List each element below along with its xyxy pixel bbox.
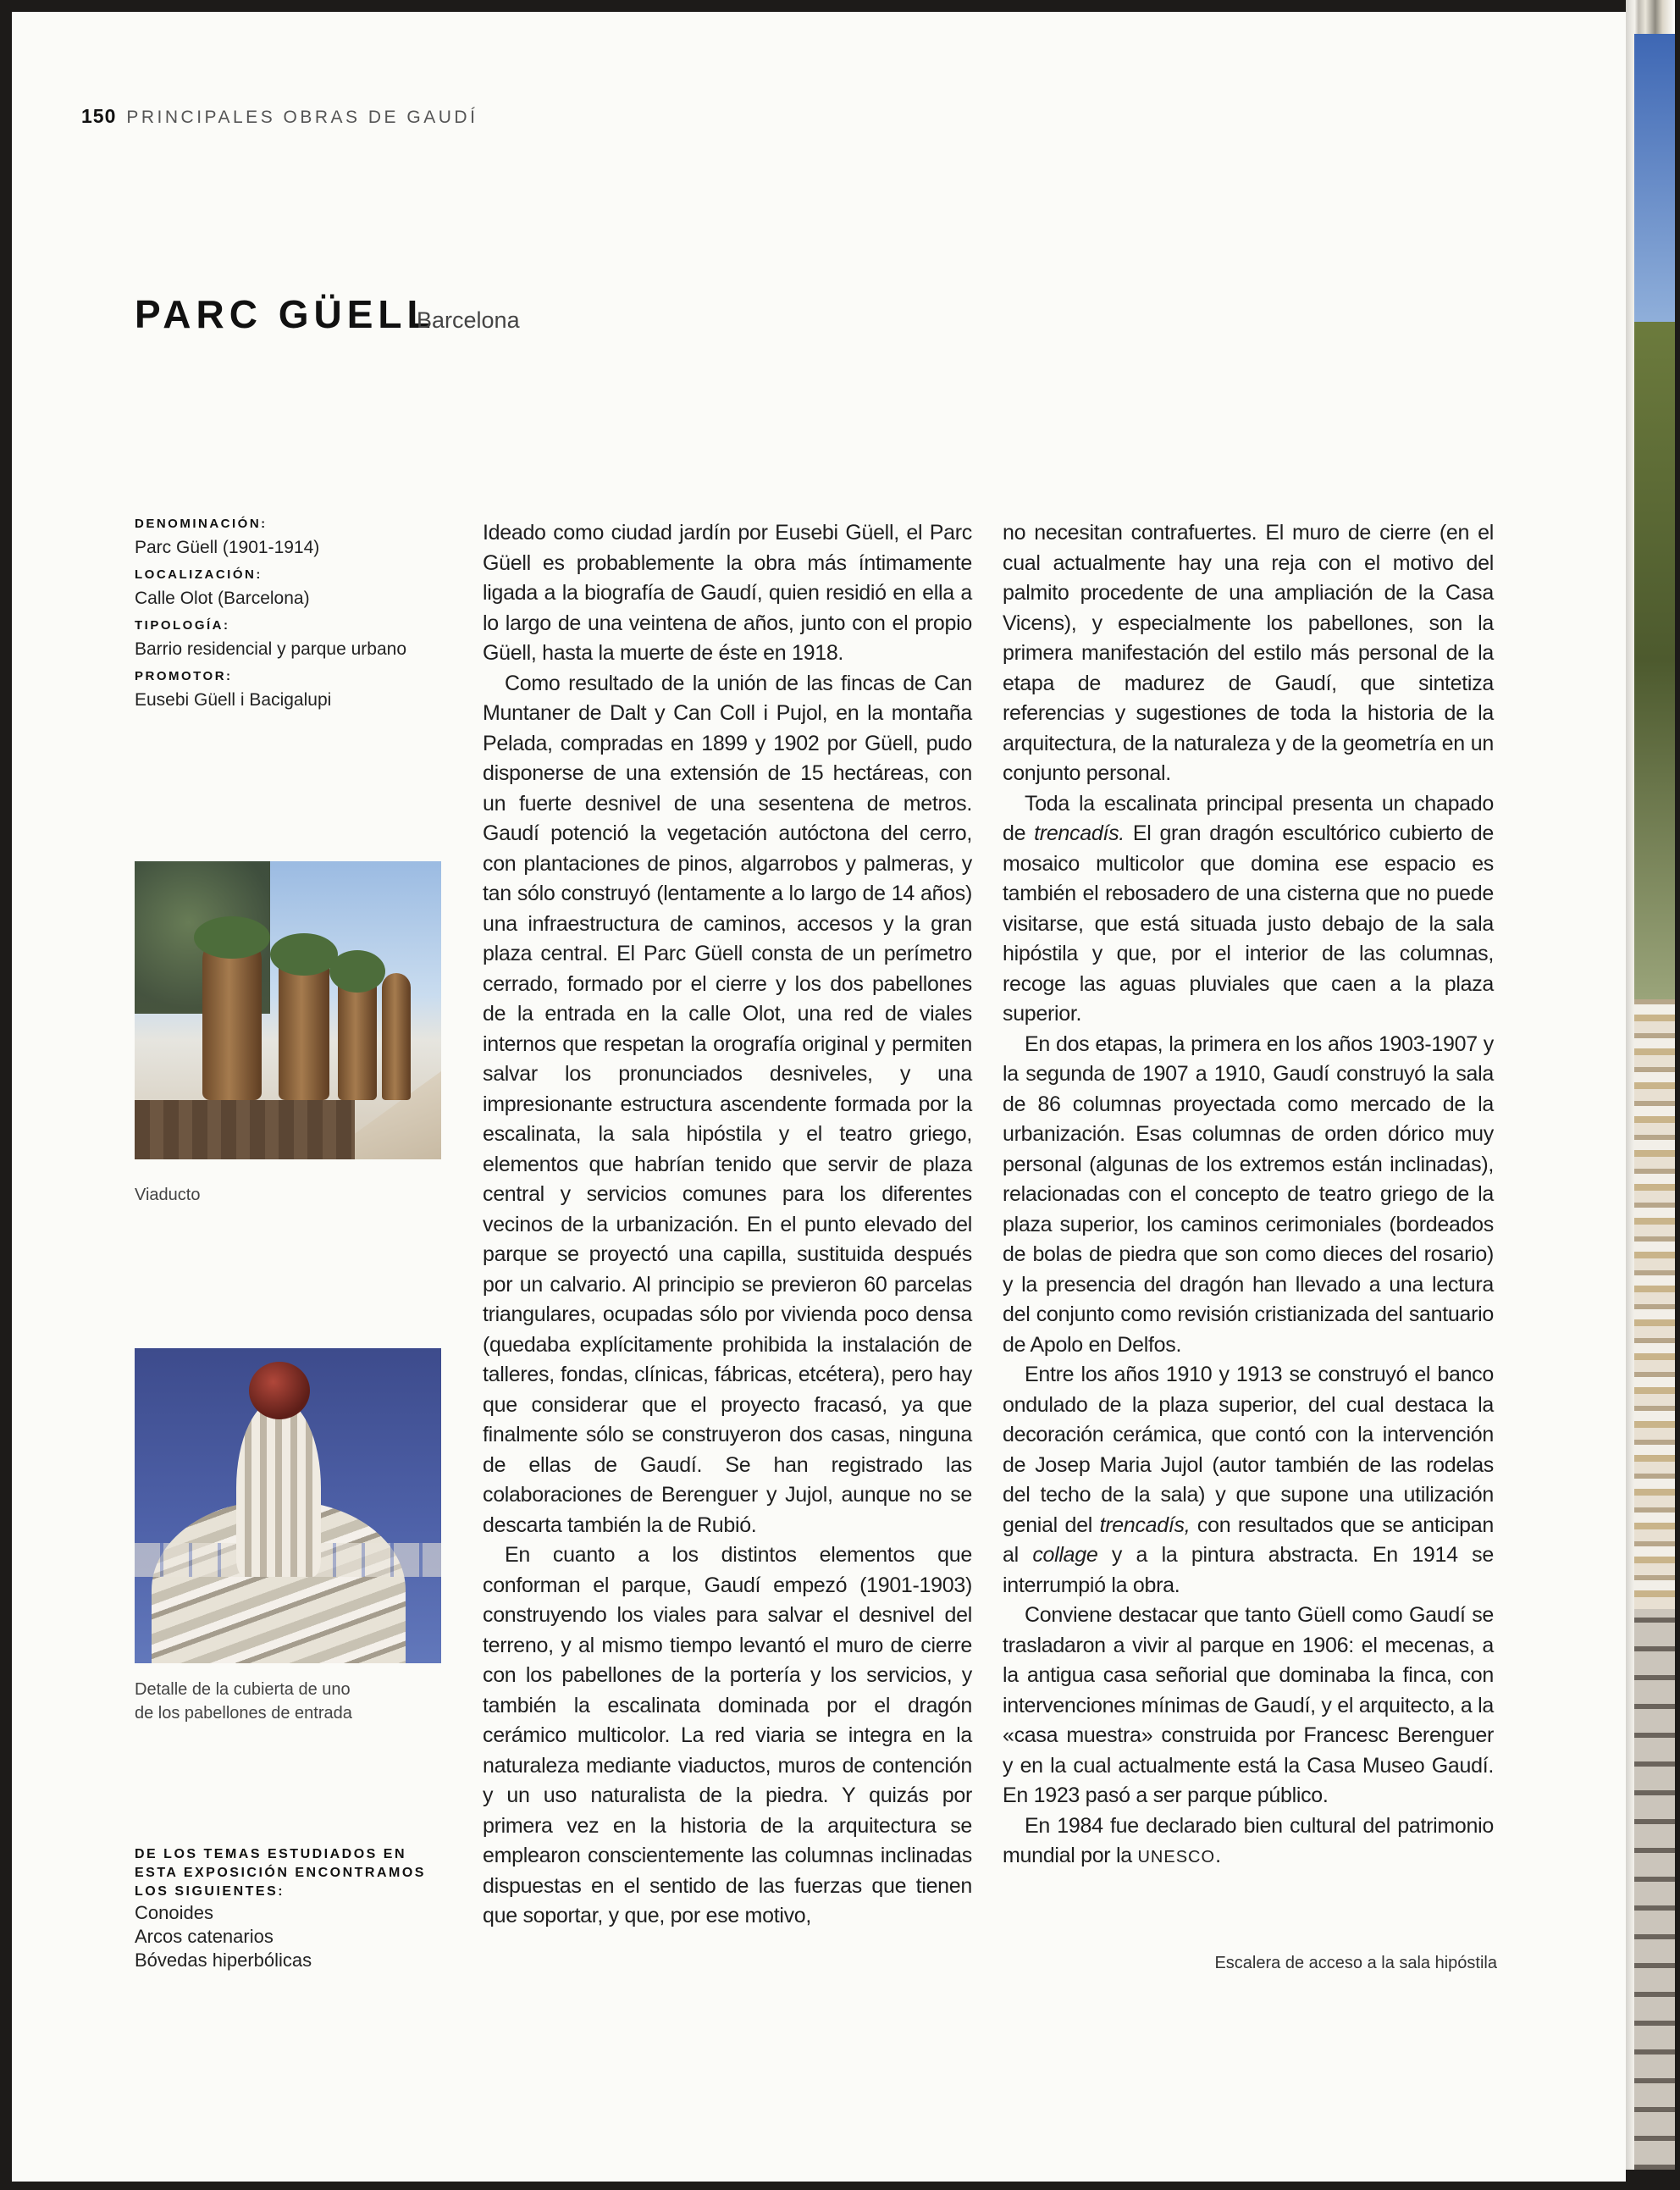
body-column-1 — [483, 518, 972, 1932]
palm-top — [194, 916, 270, 959]
facing-page-photo-edge — [1626, 0, 1675, 2170]
themes-label: LOS SIGUIENTES: — [135, 1884, 285, 1899]
body-column-2 — [1003, 518, 1494, 1873]
body-paragraph: Ideado como ciudad jardín por Eusebi Güell, el Parc Güell es probablemente la obra más íntimamente ligada a la biografía de Gaudí, quien residió en ella a lo largo de una veintena de años, junto con el propio Güell, hasta la muerte de éste en 1918. — [483, 521, 972, 665]
mosaic-wall — [1634, 999, 1675, 1609]
photo-caption — [135, 1678, 352, 1725]
mosaic-spire — [236, 1399, 321, 1577]
fact-box — [135, 517, 456, 711]
stone-column — [382, 973, 411, 1100]
themes-label: ESTA EXPOSICIÓN ENCONTRAMOS — [135, 1866, 426, 1880]
palm-top — [329, 950, 385, 993]
fact-value: Eusebi Güell i Bacigalupi — [135, 690, 332, 710]
body-paragraph: Conviene destacar que tanto Güell como Gaudí se trasladaron a vivir al parque en 1906: el mecenas, a la antigua casa señorial que dominaba la finca, con intervenciones mínimas de Gaudí, y el arquitecto, a la «casa muestra» construida por Francesc Berenguer y en la cual actualmente está la Casa Museo Gaudí. En 1923 pasó a ser parque público. — [1003, 1603, 1494, 1807]
theme-item: Bóvedas hiperbólicas — [135, 1949, 312, 1971]
body-paragraph: Toda la escalinata principal presenta un chapado de trencadís. El gran dragón escultórico cubierto de mosaico multicolor que domina ese espacio es también el rebosadero de una cisterna que no puede visitarse, que está situada justo debajo de la sala hipóstila y que, por el interior de las columnas, recoge las aguas pluviales que caen a la plaza superior. — [1003, 791, 1495, 1026]
body-paragraph: Entre los años 1910 y 1913 se construyó el banco ondulado de la plaza superior, del cual destaca la decoración cerámica, que contó con la intervención de Josep Maria Jujol (autor también de las rodelas del techo de la sala) y que supone una utilización genial del trencadís, con resultados que se anticipan al collage y a la pintura abstracta. En 1914 se interrumpió la obra. — [1003, 1363, 1494, 1597]
palm-top — [270, 933, 338, 976]
running-header — [81, 105, 478, 128]
theme-item: Conoides — [135, 1902, 213, 1923]
theme-item: Arcos catenarios — [135, 1926, 274, 1947]
fact-label: PROMOTOR: — [135, 669, 233, 683]
article-title: PARC GÜELL — [135, 292, 436, 336]
caption-line: Detalle de la cubierta de uno — [135, 1680, 351, 1699]
stairs — [1634, 1609, 1675, 2170]
themes-box — [135, 1845, 473, 1972]
spire-finial — [249, 1362, 310, 1419]
fact-label: TIPOLOGÍA: — [135, 618, 230, 633]
facing-photo-caption: Escalera de acceso a la sala hipóstila — [1214, 1954, 1497, 1972]
section-title: PRINCIPALES OBRAS DE GAUDÍ — [126, 108, 478, 127]
stone-wall — [135, 1100, 355, 1159]
body-paragraph: En dos etapas, la primera en los años 1903-1907 y la segunda de 1907 a 1910, Gaudí construyó la sala de 86 columnas proyectada como mercado de la urbanización. Esas columnas de orden dórico muy personal (algunas de los extremos están inclinadas), relacionadas con el concepto de teatro griego de la plaza superior, los caminos cerimoniales (bordeados de bolas de piedra que son como dieces del rosario) y la presencia del dragón han llevado a una lectura del conjunto como revisión cristianizada del santuario de Apolo en Delfos. — [1003, 1031, 1494, 1357]
body-paragraph: En cuanto a los distintos elementos que conforman el parque, Gaudí empezó (1901-1903) construyendo los viales para salvar el desnivel del terreno, y al mismo tiempo levantó el muro de cierre con los pabellones de la portería y los servicios, y también la escalinata dominada por el dragón cerámico multicolor. La red viaria se integra en la naturaleza mediante viaductos, muros de contención y un uso naturalista de la piedra. Y quizás por primera vez en la historia de la arquitectura se emplearon conscientemente las columnas inclinadas dispuestas en el sentido de las fuerzas que tienen que soportar, y que, por ese motivo, — [483, 1543, 972, 1927]
vegetation — [1634, 322, 1675, 999]
viaduct-photo — [135, 861, 441, 1159]
fact-label: LOCALIZACIÓN: — [135, 567, 262, 582]
fact-label: DENOMINACIÓN: — [135, 517, 268, 531]
sky — [1634, 34, 1675, 339]
fact-value: Barrio residencial y parque urbano — [135, 639, 407, 659]
fact-value: Calle Olot (Barcelona) — [135, 589, 310, 608]
photo-caption: Viaducto — [135, 1186, 201, 1204]
caption-line: de los pabellones de entrada — [135, 1704, 352, 1723]
body-paragraph: Como resultado de la unión de las fincas de Can Muntaner de Dalt y Can Coll i Pujol, en la montaña Pelada, compradas en 1899 y 1902 por Güell, pudo disponerse de una extensión de 15 hectáreas, con un fuerte desnivel de una sesentena de metros. Gaudí potenció la vegetación autóctona del cerro, con plantaciones de pinos, algarrobos y palmeras, y tan sólo construyó (lentamente a lo largo de 14 años) una infraestructura de caminos, accesos y la gran plaza central. El Parc Güell consta de un perímetro cerrado, formado por el cierre y los dos pabellones de la entrada en la calle Olot, una red de viales internos que respetan la orografía original y permiten salvar los pronunciados desniveles, y una impresionante estructura ascendente formada por la escalinata, la sala hipóstila y el teatro griego, elementos que habrían tenido que servir de plaza central y servicios comunes para los diferentes vecinos de la urbanización. En el punto elevado del parque se proyectó una capilla, sustituida después por un calvario. Al principio se previeron 60 parcelas triangulares, ocupadas sólo por vivienda poco densa (quedaba explícitamente prohibida la instalación de talleres, fondas, clínicas, fábricas, etcétera), pero hay que considerar que el proyecto fracasó, ya que finalmente sólo se construyeron dos casas, ninguna de ellas de Gaudí. Se han registrado las colaboraciones de Berenguer y Jujol, aunque no se descarta también la de Rubió. — [483, 671, 972, 1537]
body-paragraph: En 1984 fue declarado bien cultural del patrimonio mundial por la UNESCO. — [1003, 1813, 1494, 1867]
pavilion-roof-photo — [135, 1348, 441, 1663]
body-paragraph: no necesitan contrafuertes. El muro de cierre (en el cual actualmente hay una reja con el motivo del palmito procedente de una ampliación de la Casa Vicens), y especialmente los pabellones, son la primera manifestación del estilo más personal de la etapa de madurez de Gaudí, que sintetiza referencias y sugestiones de toda la historia de la arquitectura, de la naturaleza y de la geometría en un conjunto personal. — [1003, 521, 1494, 785]
themes-label: DE LOS TEMAS ESTUDIADOS EN — [135, 1847, 407, 1861]
book-page — [12, 12, 1626, 2182]
fact-value: Parc Güell (1901-1914) — [135, 538, 320, 557]
article-subtitle: Barcelona — [417, 307, 520, 333]
page-number: 150 — [81, 105, 117, 127]
